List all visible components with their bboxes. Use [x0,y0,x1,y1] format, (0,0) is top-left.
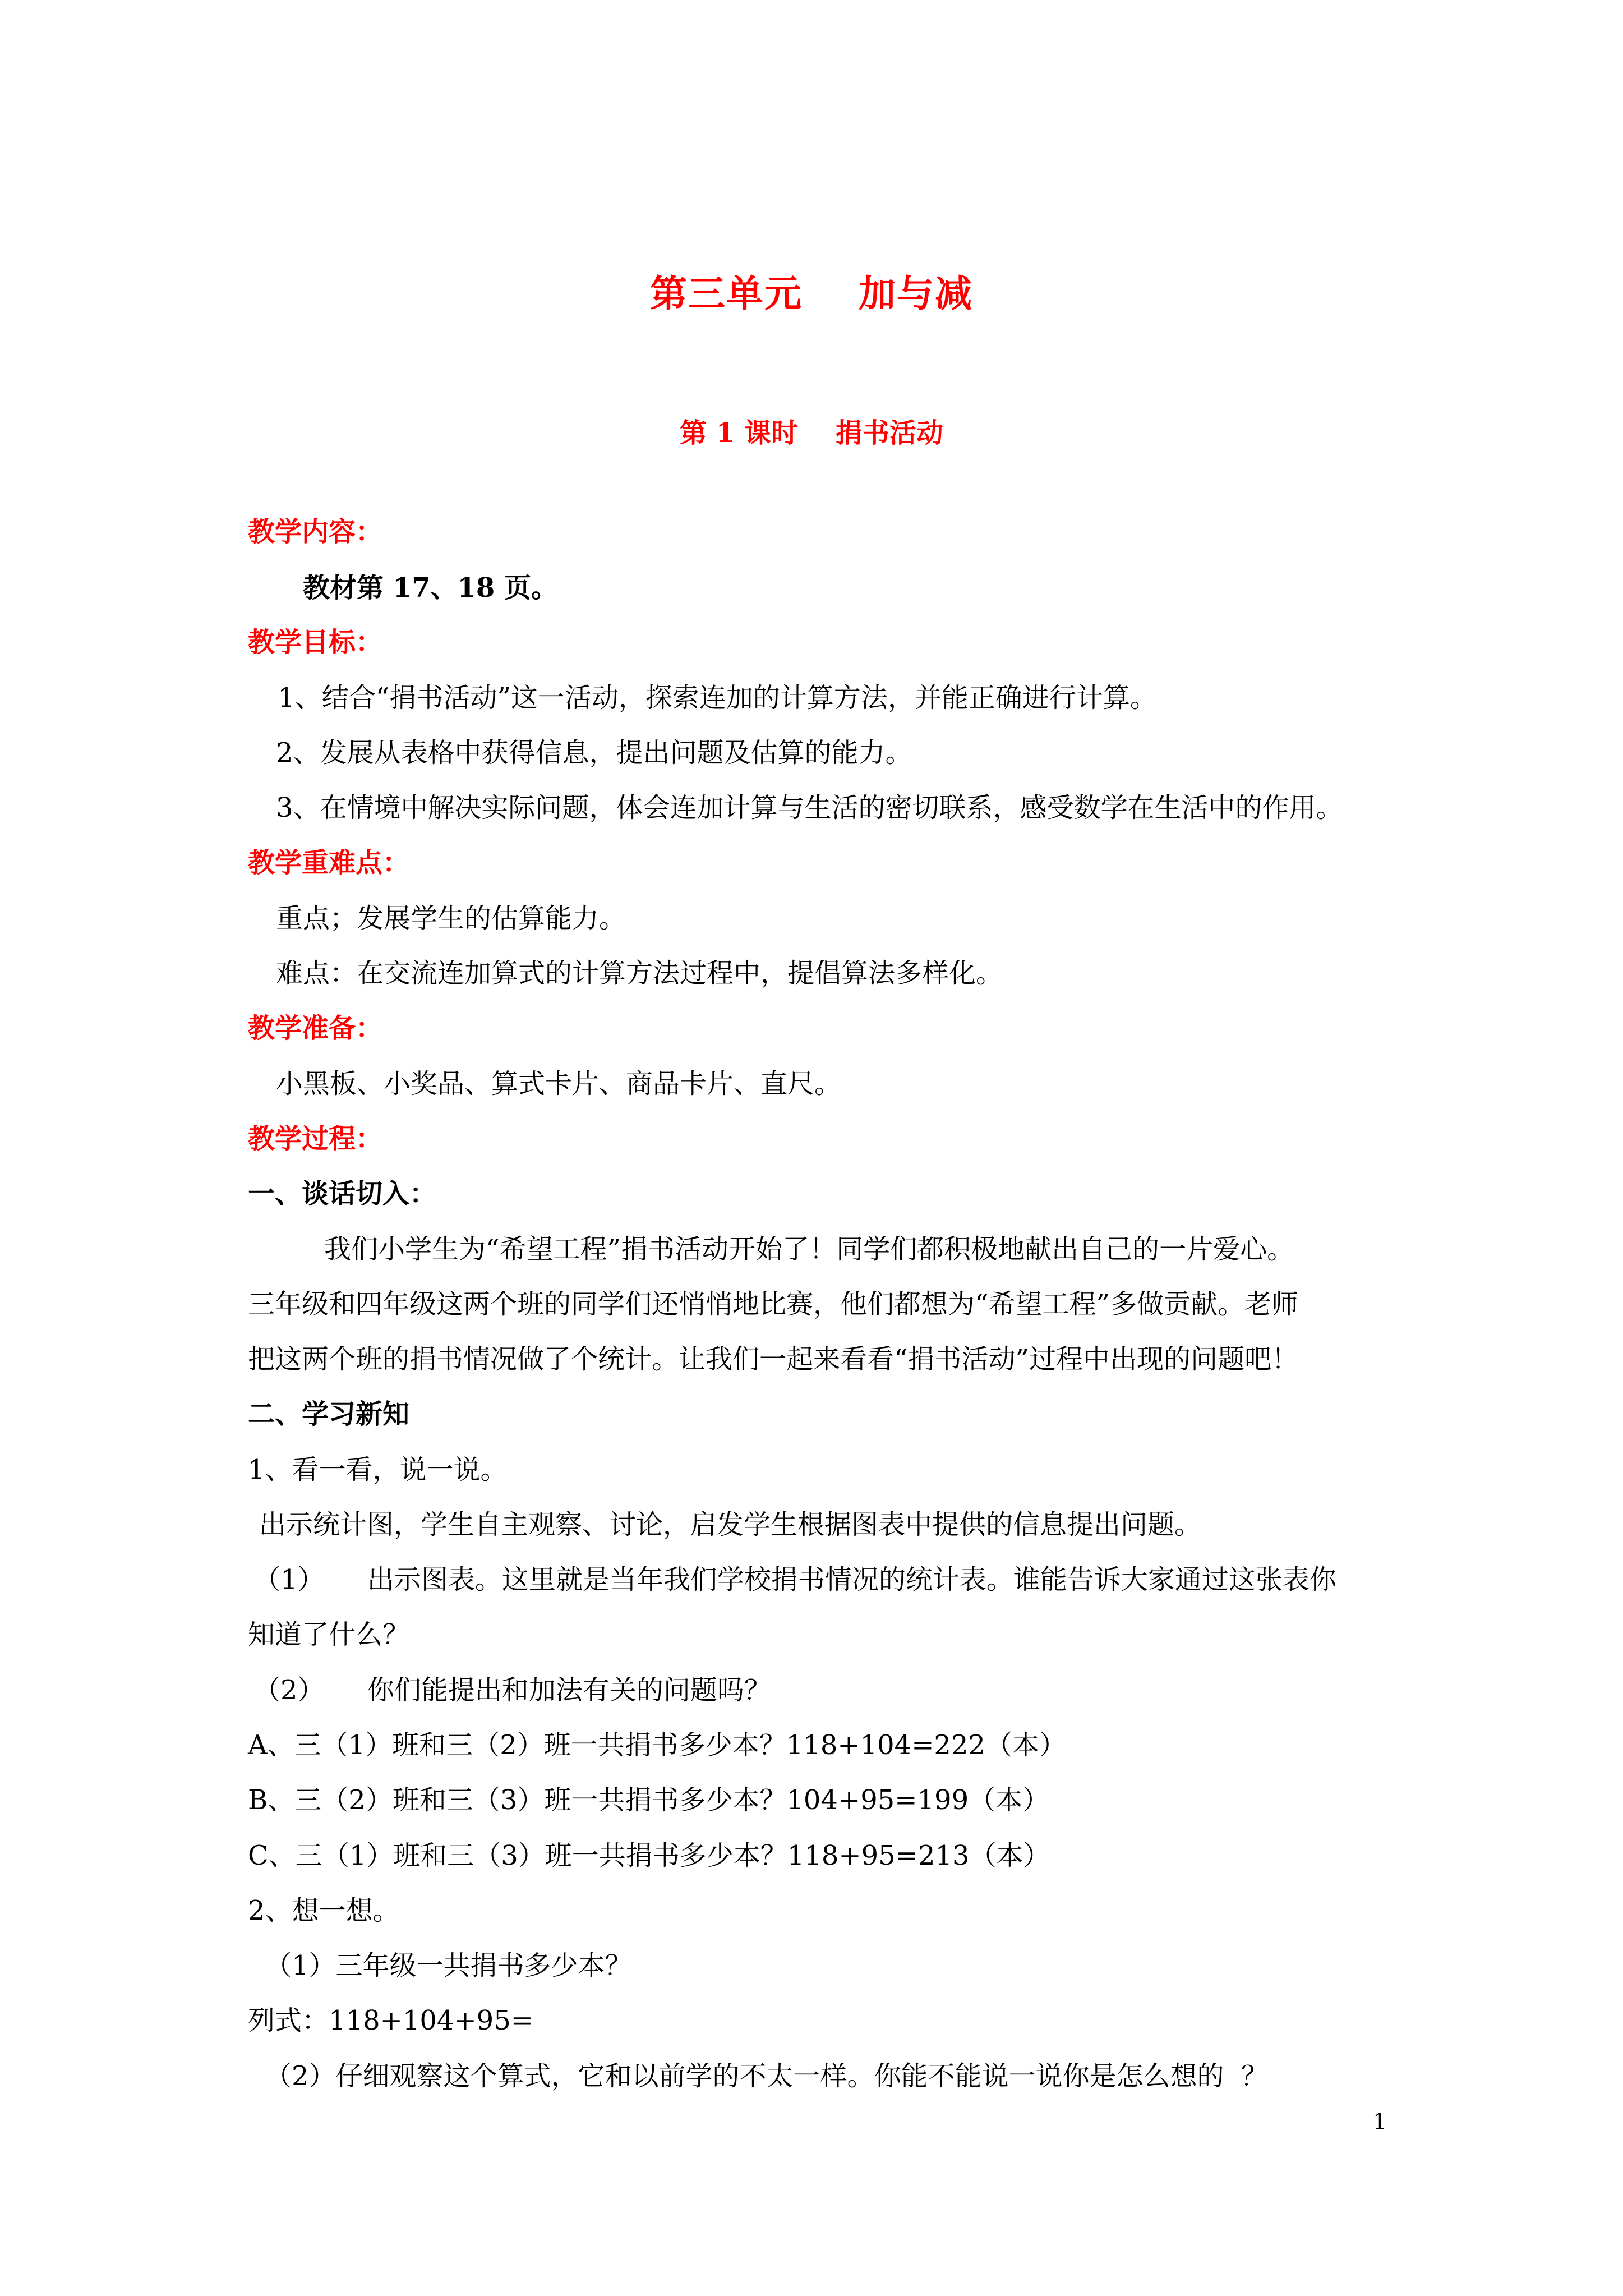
question-b: B、三（2）班和三（3）班一共捐书多少本？104+95=199（本） [248,1784,1050,1816]
step-1-heading: 1、看一看，说一说。 [248,1454,508,1485]
page-number: 1 [1373,2109,1387,2135]
heading-teaching-content: 教学内容： [248,516,383,547]
textbook-pages: 教材第 17、18 页。 [303,572,559,604]
step-1-item-2: （2） 你们能提出和加法有关的问题吗？ [253,1674,771,1706]
unit-title: 第三单元 加与减 [650,272,973,315]
heading-teaching-goals: 教学目标： [248,627,383,658]
key-point: 重点；发展学生的估算能力。 [276,903,626,934]
section-2-heading: 二、学习新知 [248,1398,410,1430]
step-1-item-1-line-2: 知道了什么？ [248,1619,410,1650]
equation-line: 列式：118+104+95= [248,2005,533,2036]
heading-key-points: 教学重难点： [248,847,410,878]
lesson-title: 第 1 课时 捐书活动 [680,417,943,449]
question-c: C、三（1）班和三（3）班一共捐书多少本？118+95=213（本） [248,1840,1050,1871]
heading-preparation: 教学准备： [248,1013,383,1044]
step-1-item-1-line-1: （1） 出示图表。这里就是当年我们学校捐书情况的统计表。谁能告诉大家通过这张表你 [253,1564,1336,1595]
step-2-item-1: （1）三年级一共捐书多少本？ [265,1950,632,1981]
preparation-items: 小黑板、小奖品、算式卡片、商品卡片、直尺。 [276,1068,842,1099]
heading-process: 教学过程： [248,1123,383,1154]
difficult-point: 难点：在交流连加算式的计算方法过程中，提倡算法多样化。 [276,958,1003,989]
goal-3: 3、在情境中解决实际问题，体会连加计算与生活的密切联系，感受数学在生活中的作用。 [276,792,1343,823]
goal-2: 2、发展从表格中获得信息，提出问题及估算的能力。 [276,737,912,769]
question-a: A、三（1）班和三（2）班一共捐书多少本？118+104=222（本） [248,1729,1067,1761]
intro-paragraph-line-3: 把这两个班的捐书情况做了个统计。让我们一起来看看“捐书活动”过程中出现的问题吧！ [248,1343,1299,1375]
step-1-description: 出示统计图，学生自主观察、讨论，启发学生根据图表中提供的信息提出问题。 [259,1509,1202,1540]
step-2-item-2: （2）仔细观察这个算式，它和以前学的不太一样。你能不能说一说你是怎么想的 ？ [265,2060,1269,2092]
step-2-heading: 2、想一想。 [248,1895,400,1926]
intro-paragraph-line-2: 三年级和四年级这两个班的同学们还悄悄地比赛，他们都想为“希望工程”多做贡献。老师 [248,1289,1299,1320]
goal-1: 1、结合“捐书活动”这一活动，探索连加的计算方法，并能正确进行计算。 [269,682,1157,714]
intro-paragraph-line-1: 我们小学生为“希望工程”捐书活动开始了！同学们都积极地献出自己的一片爱心。 [324,1234,1294,1265]
section-1-heading: 一、谈话切入： [248,1178,437,1209]
